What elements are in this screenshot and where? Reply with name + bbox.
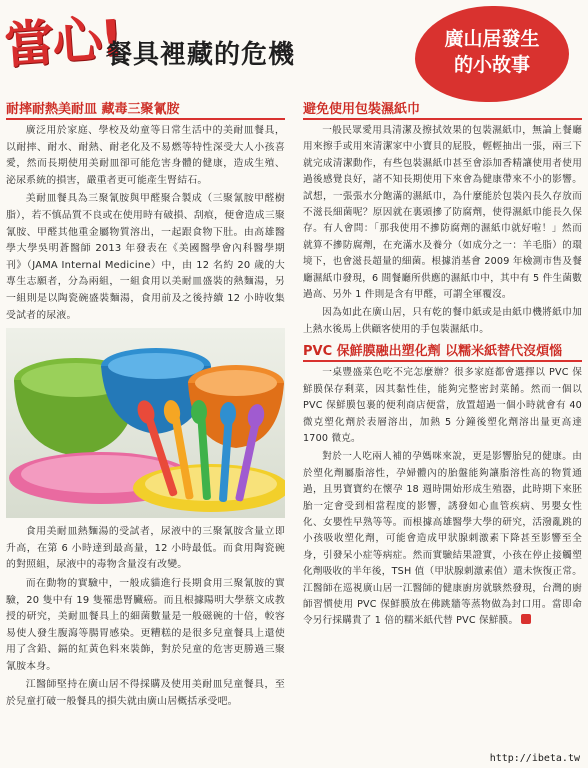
paragraph: 一般民眾愛用具清潔及擦拭效果的包裝濕紙巾，無論上餐廳用來擦手或用來清潔家中小寶貝的屁股，輕輕抽出一張，兩三下就完成清潔動作，有些包裝濕紙巾甚至會添加香精讓使用者使用過後感覺良好，諸不知長期使用下來會為健康帶來不小的影響。試想，一張張水分飽滿的濕紙巾，為什麼能於包裝內長久存放而不滋長細菌呢？原因就在裏頭摻了防腐劑，使得濕紙巾能長久保存。有人會問：「那我使用不摻防腐劑的濕紙巾就好啦！」然而就算不摻防腐劑，在充滿水及養分（如成分之一：羊毛脂）的環境下，也會滋長超量的細菌。根據消基會 2009 年檢測市售及餐廳濕紙巾發現，6 間餐廳所供應的濕紙巾中，其中有 5 件生菌數過高、另外 1 件則是含有甲醛，可謂全軍覆沒。	[303, 125, 582, 301]
paragraph: 江醫師堅持在廣山居不得採購及使用美耐皿兒童餐具，至於兒童打破一般餐具的損失就由廣山居概括承受吧。	[6, 679, 285, 708]
end-mark-icon	[521, 614, 531, 624]
paragraph: 美耐皿餐具為三聚氰胺與甲醛聚合製成（三聚氰胺甲醛樹脂），若不慎品質不良或在使用時有破損、刮痕，便會造成三聚氰胺、甲醛其他重金屬物質溶出，一起跟食物下肚。由高雄醫學大學吳明蒼醫師 2013 年發表在《美國醫學會內科醫學期刊》（JAMA Internal Medicine）中，由 12 名約 20 歲的大專生志願者，分為兩組，一組食用以美耐皿盛裝的熱麵湯，另一組則是以陶瓷碗盛裝麵湯，食用前及之後持續 12 小時收集受試者的尿液。	[6, 193, 285, 321]
badge-line-2: 的小故事	[453, 54, 530, 76]
tableware-photo	[6, 328, 285, 518]
section-heading-pvc-wrap: PVC 保鮮膜融出塑化劑 以糯米紙替代沒煩惱	[303, 340, 582, 362]
paragraph: 廣泛用於家庭、學校及幼童等日常生活中的美耐皿餐具，以耐摔、耐水、耐熱、耐老化及不易燃等特性深受大人小孩喜愛，然而長期使用美耐皿卻可能危害身體的健康，造成生殖、泌尿系統的損害，嚴重者更可能產生腎結石。	[6, 125, 285, 186]
left-column	[6, 98, 285, 711]
article-headline: 餐具裡藏的危機	[106, 40, 296, 70]
brand-title: 當心!	[2, 8, 123, 75]
paragraph: 而在動物的實驗中，一般成貓進行長期食用三聚氰胺的實驗，20 隻中有 19 隻罹患腎臟癌。而且根據陽明大學蔡文成教授的研究，美耐皿餐具上的細菌數量是一般磁碗的十倍，較容易使人發生腹瀉等腸胃感染。更糟糕的是很多兒童餐具上還使用了含鉛、鎘的紅黃色料來裝飾，對於兒童的危害更勝過三聚氰胺本身。	[6, 577, 285, 672]
paragraph: 食用美耐皿熱麵湯的受試者，尿液中的三聚氰胺含量立即升高，在第 6 小時達到最高量，12 小時最低。而食用陶瓷碗的對照組，尿液中的毒物含量沒有改變。	[6, 526, 285, 571]
section-heading-melamine: 耐摔耐熱美耐皿 藏毒三聚氰胺	[6, 98, 285, 120]
paragraph-text: 對於一人吃兩人補的孕媽咪來說，更是影響胎兒的健康。由於塑化劑屬脂溶性，孕婦體內的胎盤能夠讓脂溶性高的物質通過，且男寶寶約在懷孕 18 週時開始形成生殖器，此時期下來胚胎一定會受到相當程度的影響，誘發如心血管疾病、男嬰女性化、女嬰性早熟等等。而根據高雄醫學大學的研究，活潑亂跳的小孩吸收塑化劑，可能會造成甲狀腺刺激素下降甚至影響至全身，引發呆小症等病症。然而實驗結果證實，小孩在停止接觸塑化劑吸收的半年後，TSH 值（甲狀腺刺激素值）還未恢復正常。江醫師在巡視廣山居一江醫師的健康廚房就駭然發現，台灣的廚師習慣使用 PVC 保鮮膜放在佛跳牆等蒸物做為封口用。當即命令另行採購貴了 1 倍的糯米紙代替 PVC 保鮮膜。	[303, 451, 582, 627]
section-heading-wet-wipes: 避免使用包裝濕紙巾	[303, 98, 582, 120]
right-column	[303, 98, 582, 630]
paragraph: 一桌豐盛菜色吃不完怎麼辦？很多家庭都會選擇以 PVC 保鮮膜保存剩菜，因其黏性佳，能夠完整密封菜餚。然而一個以 PVC 保鮮膜包裹的便利商店便當，放置超過一個小時就會有 40 微克塑化劑於表層溶出，加熱 5 分鐘後塑化劑溶出量更高達 1700 微克。	[303, 367, 582, 444]
story-badge	[415, 6, 569, 102]
paragraph: 因為如此在廣山居，只有乾的餐巾紙或是由紙巾機將紙巾加上熱水後馬上供顧客使用的手包裝濕紙巾。	[303, 307, 582, 335]
site-watermark: http://ibeta.tw	[489, 753, 580, 764]
paragraph	[303, 449, 582, 629]
badge-line-1: 廣山居發生	[444, 28, 540, 50]
